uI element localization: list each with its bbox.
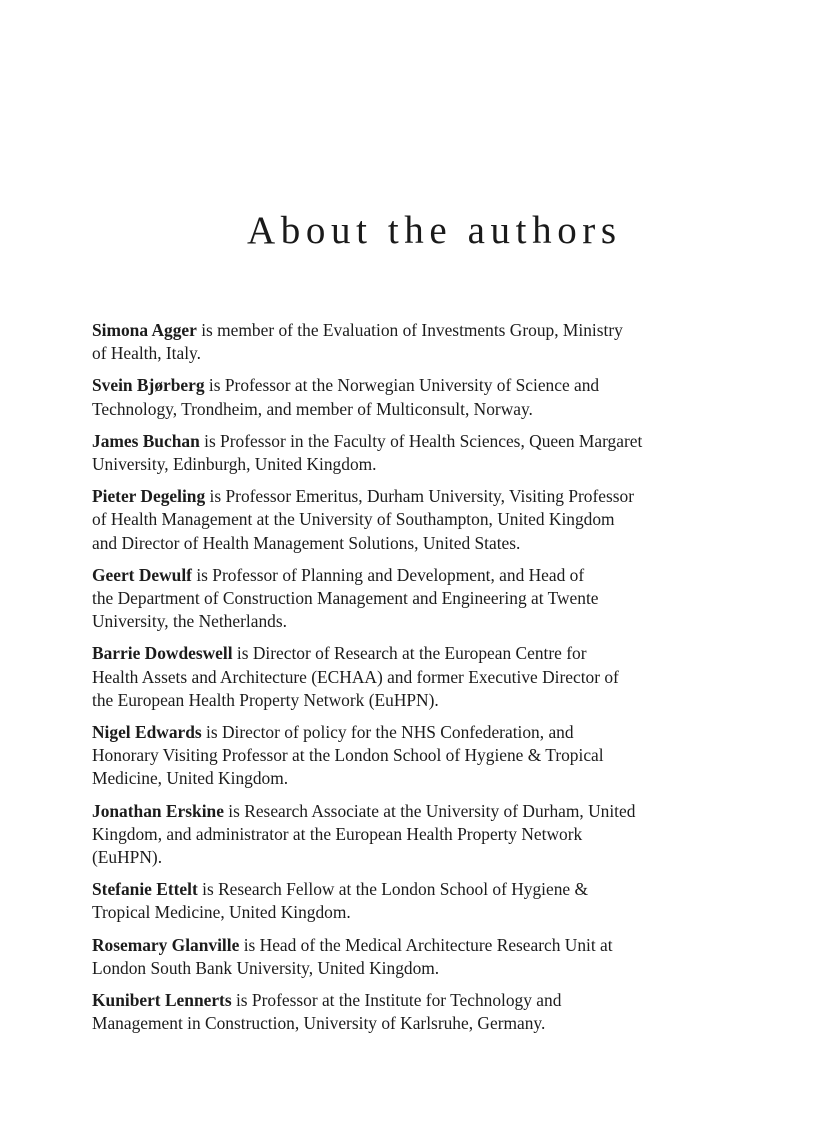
author-bio-line: is Research Associate at the University of Durham, United <box>228 800 636 821</box>
author-name: Rosemary Glanville <box>92 934 240 955</box>
author-bio <box>92 800 702 870</box>
author-bio-line: of Health, Italy. <box>92 343 201 364</box>
author-bio <box>92 430 702 476</box>
author-bio <box>92 989 702 1035</box>
page-title: About the authors <box>247 209 622 252</box>
author-bio-line: is Head of the Medical Architecture Research Unit at <box>243 934 613 955</box>
author-bio-line: is Research Fellow at the London School of Hygiene & <box>202 879 589 900</box>
author-name: Svein Bjørberg <box>92 375 205 396</box>
author-bio-line: is Professor in the Faculty of Health Sciences, Queen Margaret <box>204 430 643 451</box>
author-bio-line: is Professor Emeritus, Durham University, Visiting Professor <box>209 486 635 507</box>
author-bio-list <box>92 319 702 1044</box>
author-bio-line: Health Assets and Architecture (ECHAA) and former Executive Director of <box>92 666 619 687</box>
author-bio-line: London South Bank University, United Kingdom. <box>92 957 440 978</box>
author-bio-line: is Director of Research at the European Centre for <box>236 643 587 664</box>
author-bio-line: Medicine, United Kingdom. <box>92 768 289 789</box>
author-name: Geert Dewulf <box>92 564 192 585</box>
author-name: Nigel Edwards <box>92 722 202 743</box>
author-bio-line: the European Health Property Network (EuHPN). <box>92 689 439 710</box>
author-bio-line: University, Edinburgh, United Kingdom. <box>92 454 377 475</box>
author-bio <box>92 878 702 924</box>
author-name: Simona Agger <box>92 320 197 340</box>
author-bio-line: is Professor at the Norwegian University of Science and <box>208 375 600 396</box>
author-bio <box>92 374 702 420</box>
author-bio <box>92 564 702 634</box>
author-name: Stefanie Ettelt <box>92 879 198 900</box>
author-bio-line: Tropical Medicine, United Kingdom. <box>92 902 351 923</box>
author-bio-line: is Professor of Planning and Development, and Head of <box>196 564 585 585</box>
author-bio-line: University, the Netherlands. <box>92 611 287 632</box>
author-bio <box>92 642 702 712</box>
author-bio-line: Kingdom, and administrator at the European Health Property Network <box>92 823 583 844</box>
author-bio-line: and Director of Health Management Solutions, United States. <box>92 532 521 553</box>
author-bio-line: Honorary Visiting Professor at the London School of Hygiene & Tropical <box>92 745 604 766</box>
author-bio <box>92 485 702 555</box>
author-bio-line: (EuHPN). <box>92 847 163 868</box>
author-name: Barrie Dowdeswell <box>92 643 233 664</box>
author-bio-line: Technology, Trondheim, and member of Multiconsult, Norway. <box>92 398 533 419</box>
author-name: Kunibert Lennerts <box>92 990 232 1011</box>
author-bio-line: is member of the Evaluation of Investments Group, Ministry <box>201 320 623 340</box>
author-bio-line: is Professor at the Institute for Technology and <box>235 990 562 1011</box>
author-bio <box>92 319 702 365</box>
author-name: Jonathan Erskine <box>92 800 224 821</box>
author-bio-line: Management in Construction, University of Karlsruhe, Germany. <box>92 1013 546 1034</box>
author-name: James Buchan <box>92 430 200 451</box>
author-bio-line: of Health Management at the University of Southampton, United Kingdom <box>92 509 615 530</box>
author-name: Pieter Degeling <box>92 486 206 507</box>
author-bio <box>92 721 702 791</box>
author-bio-line: is Director of policy for the NHS Confederation, and <box>206 722 574 743</box>
author-bio-line: the Department of Construction Management and Engineering at Twente <box>92 588 599 609</box>
author-bio <box>92 934 702 980</box>
